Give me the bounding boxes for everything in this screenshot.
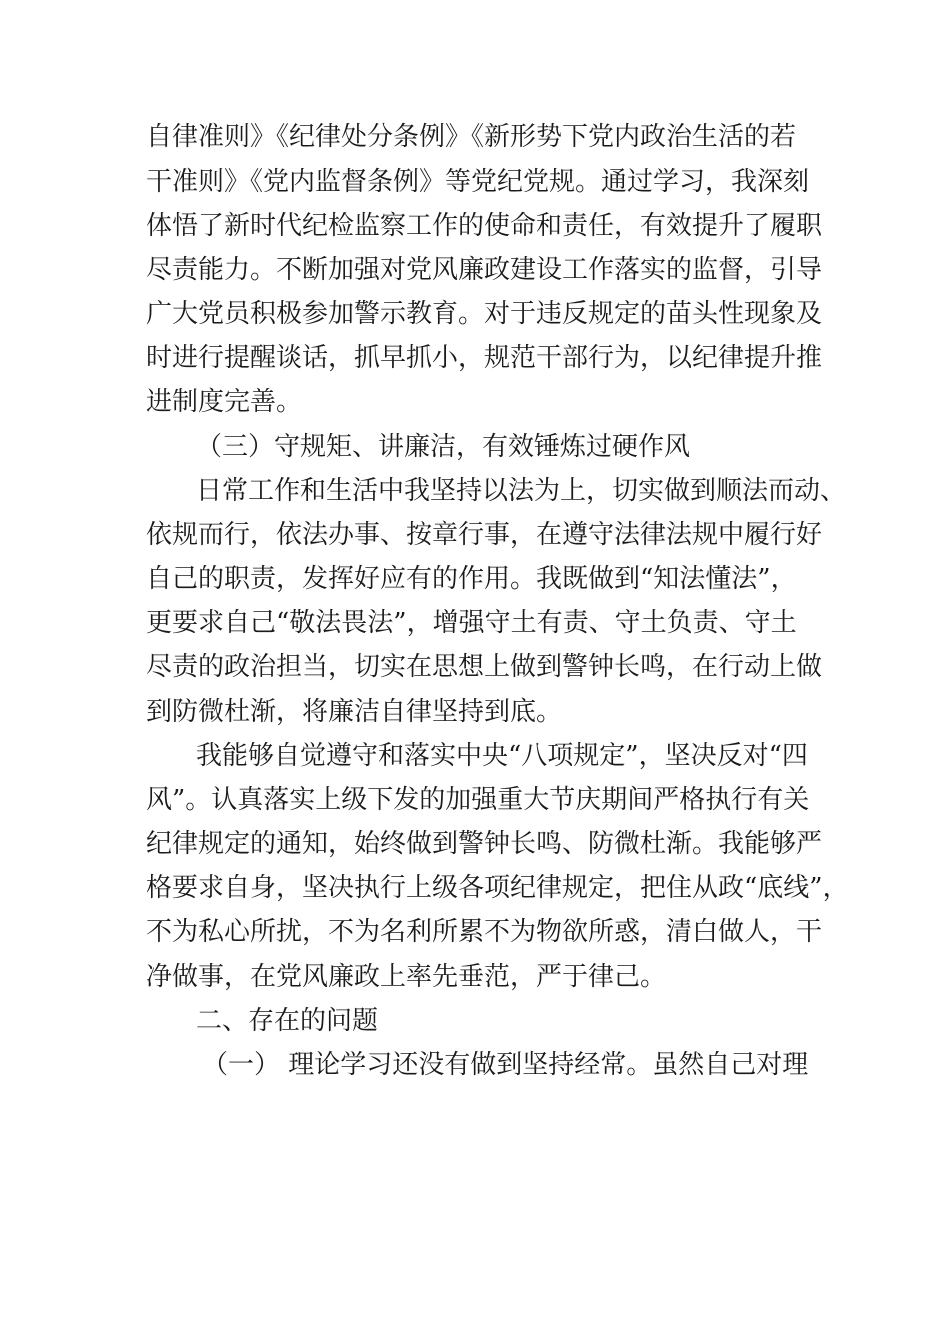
section-heading: （三）守规矩、讲廉洁，有效锤炼过硬作风 <box>196 432 691 462</box>
body-text-line: 到防微杜渐，将廉洁自律坚持到底。 <box>146 697 563 727</box>
subsection-heading: （一） 理论学习还没有做到坚持经常。虽然自己对理 <box>202 1050 809 1080</box>
body-text-line: 依规而行，依法办事、按章行事，在遵守法律法规中履行好 <box>146 520 823 550</box>
body-text-line: 时进行提醒谈话，抓早抓小，规范干部行为，以纪律提升推 <box>146 343 823 373</box>
body-text-line: 尽责能力。不断加强对党风廉政建设工作落实的监督，引导 <box>146 255 823 285</box>
body-text-line: 更要求自己“敬法畏法”，增强守土有责、守土负责、守土 <box>146 608 797 638</box>
body-text-line: 净做事，在党风廉政上率先垂范，严于律己。 <box>146 962 667 992</box>
body-text-line: 进制度完善。 <box>146 387 303 417</box>
body-text-line: 自律准则》《纪律处分条例》《新形势下党内政治生活的若 <box>146 122 797 152</box>
body-text-line: 纪律规定的通知，始终做到警钟长鸣、防微杜渐。我能够严 <box>146 829 823 859</box>
body-text-line: 干准则》《党内监督条例》等党纪党规。通过学习，我深刻 <box>146 167 810 197</box>
paragraph-first-line: 日常工作和生活中我坚持以法为上，切实做到顺法而动、 <box>196 476 847 506</box>
body-text-line: 尽责的政治担当，切实在思想上做到警钟长鸣，在行动上做 <box>146 652 823 682</box>
body-text-line: 不为私心所扰，不为名利所累不为物欲所惑，清白做人，干 <box>146 917 823 947</box>
section-heading: 二、存在的问题 <box>196 1006 379 1036</box>
body-text-line: 广大党员积极参加警示教育。对于违反规定的苗头性现象及 <box>146 299 823 329</box>
body-text-line: 体悟了新时代纪检监察工作的使命和责任，有效提升了履职 <box>146 211 823 241</box>
paragraph-first-line: 我能够自觉遵守和落实中央“八项规定”，坚决反对“四 <box>196 741 808 771</box>
body-text-line: 风”。认真落实上级下发的加强重大节庆期间严格执行有关 <box>146 785 810 815</box>
body-text-line: 自己的职责，发挥好应有的作用。我既做到“知法懂法”， <box>146 564 797 594</box>
body-text-line: 格要求自身，坚决执行上级各项纪律规定，把住从政“底线”， <box>146 873 849 903</box>
